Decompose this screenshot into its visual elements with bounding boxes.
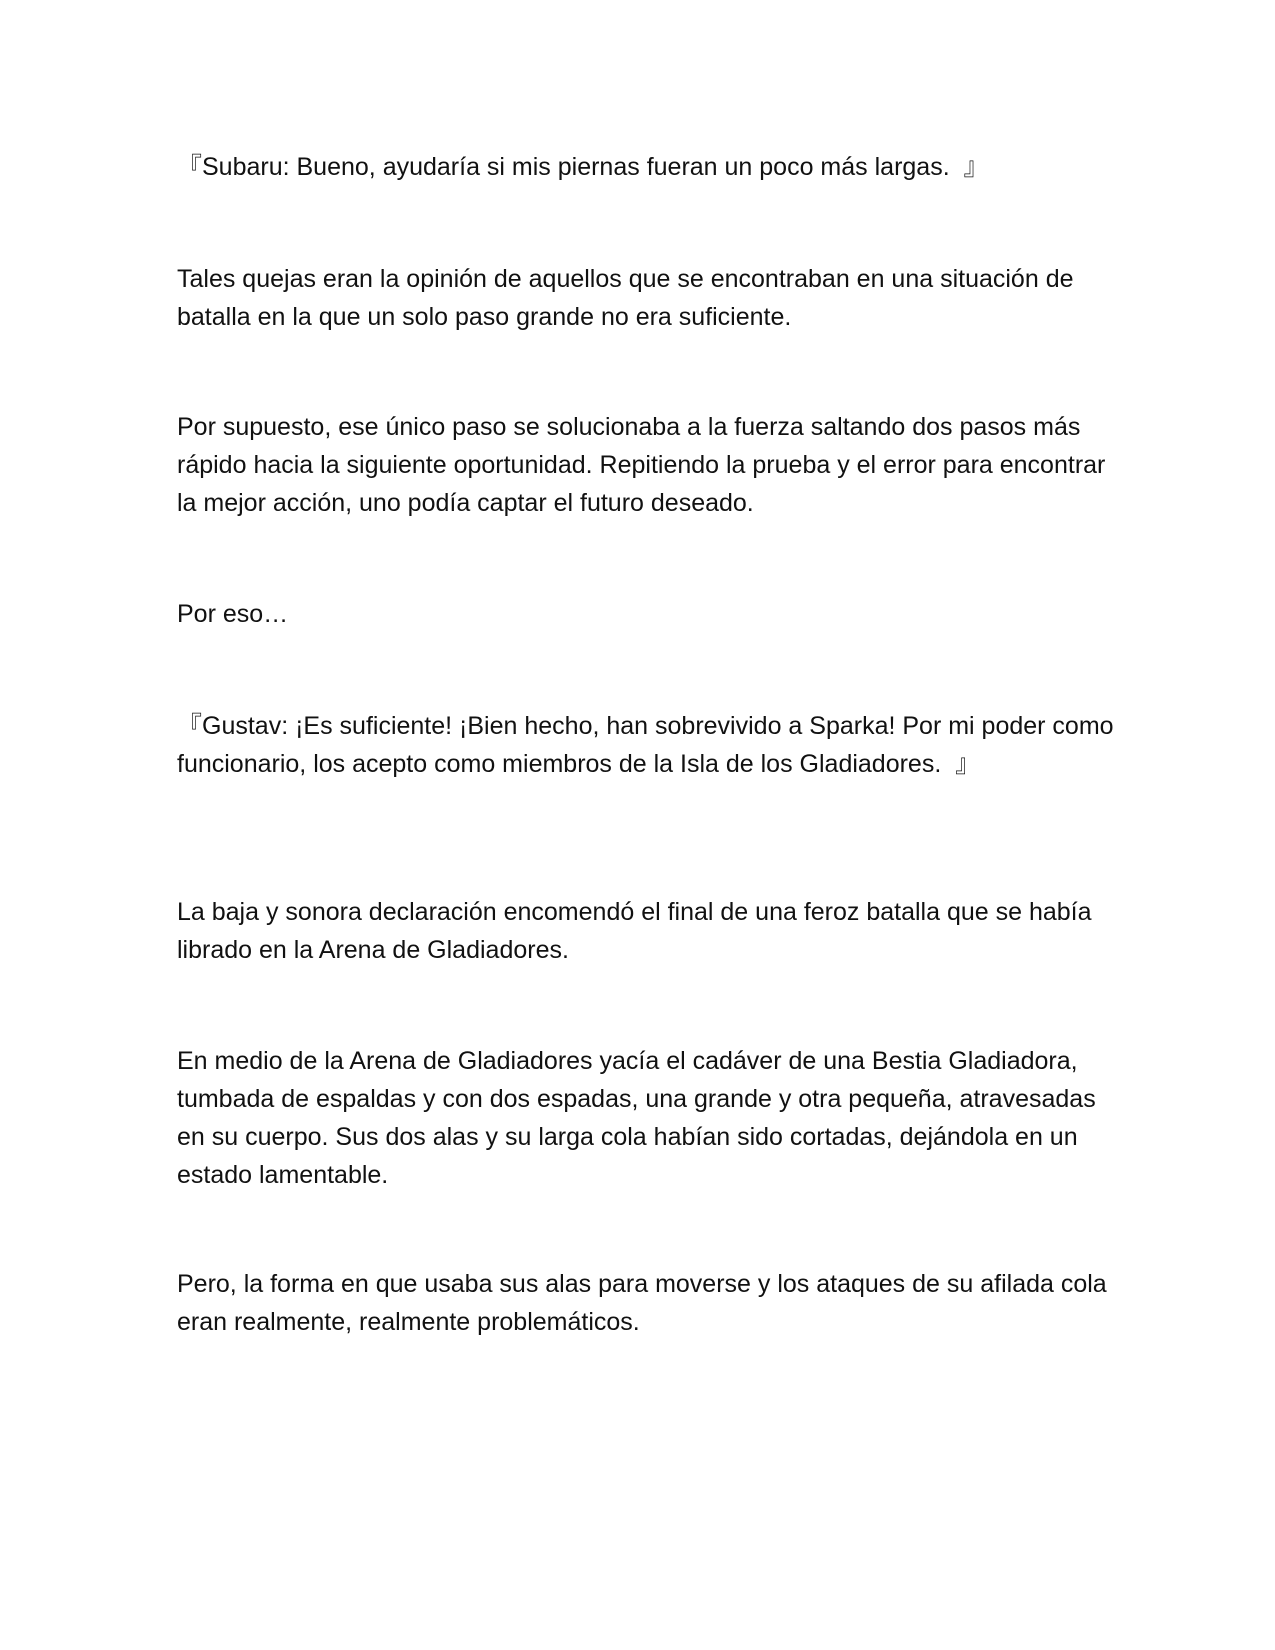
paragraph-gustav-dialogue: 『Gustav: ¡Es suficiente! ¡Bien hecho, han sobrevivido a Sparka! Por mi poder como funcionario, los acepto como miembros de la Isla de los Gladiadores. 』 [177, 712, 1121, 778]
paragraph-declaration: La baja y sonora declaración encomendó el final de una feroz batalla que se había librado en la Arena de Gladiadores. [177, 898, 1099, 964]
paragraph-therefore: Por eso… [177, 600, 289, 628]
paragraph-beast-corpse: En medio de la Arena de Gladiadores yacía el cadáver de una Bestia Gladiadora, tumbada de espaldas y con dos espadas, una grande y otra pequeña, atravesadas en su cuerpo. Sus dos alas y su larga cola habían sido cortadas, dejándola en un estado lamentable. [177, 1047, 1103, 1189]
paragraph-wings-tail: Pero, la forma en que usaba sus alas para moverse y los ataques de su afilada cola eran realmente, realmente problemáticos. [177, 1270, 1114, 1336]
paragraph-complaints: Tales quejas eran la opinión de aquellos que se encontraban en una situación de batalla en la que un solo paso grande no era suficiente. [177, 265, 1081, 331]
paragraph-of-course: Por supuesto, ese único paso se solucionaba a la fuerza saltando dos pasos más rápido hacia la siguiente oportunidad. Repitiendo la prueba y el error para encontrar la mejor acción, uno podía captar el futuro deseado. [177, 413, 1113, 517]
paragraph-subaru-dialogue: 『Subaru: Bueno, ayudaría si mis piernas fueran un poco más largas. 』 [177, 153, 989, 181]
